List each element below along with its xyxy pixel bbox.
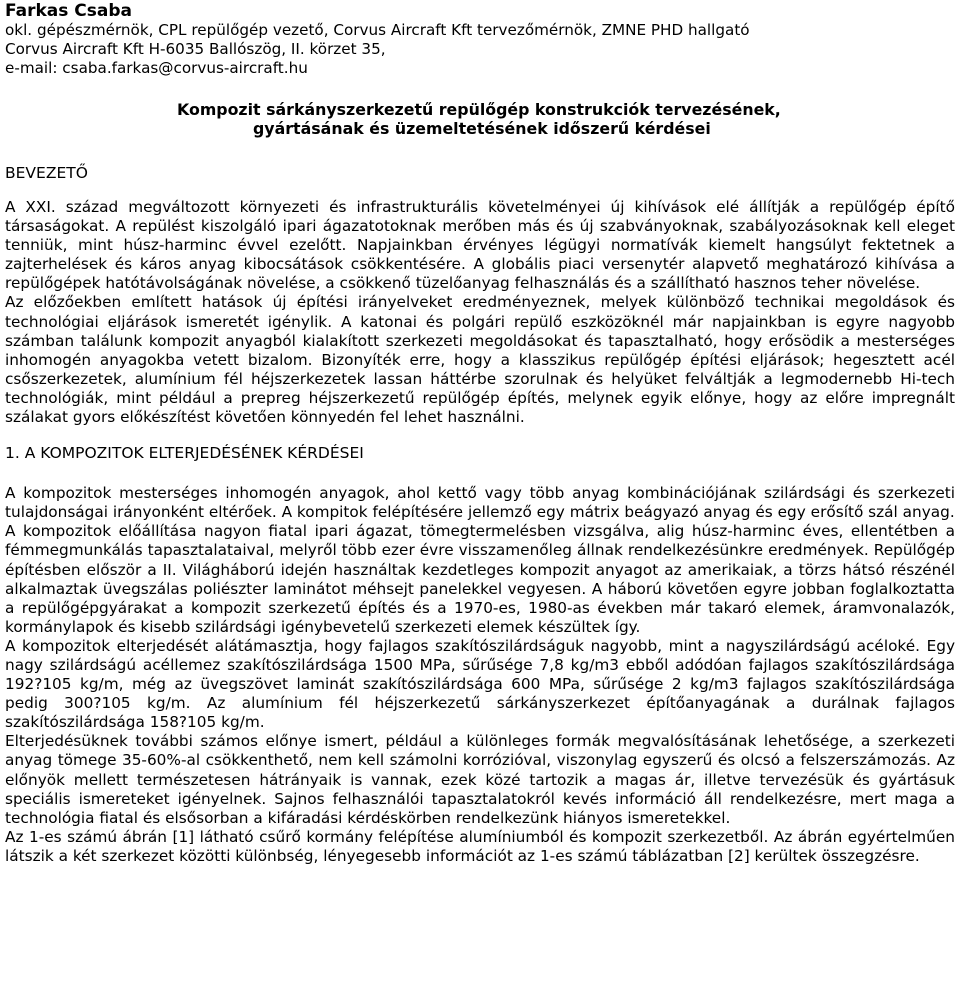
intro-heading: BEVEZETŐ: [5, 164, 88, 182]
author-name: Farkas Csaba: [5, 1, 132, 21]
section-1-paragraph-1: A kompozitok mesterséges inhomogén anyagok, ahol kettő vagy több anyag kombinációjának szilárdsági és szerkezeti tulajdonságai irányonként eltérőek. A kompitok felépítésére jellemző egy mátrix beágyazó anyag és egy erősítő szál anyag.: [5, 484, 955, 522]
section-1-body: [5, 484, 955, 866]
intro-paragraph-1: A XXI. század megváltozott környezeti és infrastrukturális követelményei új kihívások elé állítják a repülőgép építő társaságokat. A repülést kiszolgáló ipari ágazatotoknak merőben más és új szabványoknak, szabályozásoknak kell eleget tenniük, mint húsz-harminc évvel ezelőtt. Napjainkban érvényes légügyi normatívák kiemelt hangsúlyt fektetnek a zajterhelések és káros anyag kibocsátások csökkentésére. A globális piaci versenytér alapvető meghatározó kihívása a repülőgépek hatótávolságának növelése, a csökkenő tüzelőanyag felhasználás és a szállítható hasznos teher növelése.: [5, 198, 955, 293]
section-1-paragraph-4: Elterjedésüknek további számos előnye ismert, például a különleges formák megvalósításának lehetősége, a szerkezeti anyag tömege 35-60%-al csökkenthető, nem kell számolni korrózióval, viszonylag egyszerű és olcsó a felszerszámozás. Az előnyök mellett természetesen hátrányaik is vannak, ezek közé tartozik a magas ár, illetve tervezésük és gyártásuk speciális ismereteket igényelnek. Sajnos felhasználói tapasztalatokról kevés információ áll rendelkezésre, mert maga a technológia fiatal és elsősorban a kifáradási kérdéskörben rendelkezünk hiányos ismeretekkel.: [5, 732, 955, 827]
section-1-paragraph-5: Az 1-es számú ábrán [1] látható csűrő kormány felépítése alumíniumból és kompozit szerkezetből. Az ábrán egyértelműen látszik a két szerkezet közötti különbség, lényegesebb információt az 1-es számú táblázatban [2] kerültek összegzésre.: [5, 827, 955, 865]
author-address: Corvus Aircraft Kft H-6035 Ballószög, II. körzet 35,: [5, 40, 386, 58]
intro-body: [5, 198, 955, 427]
author-email: e-mail: csaba.farkas@corvus-aircraft.hu: [5, 59, 308, 77]
section-1-heading: 1. A KOMPOZITOK ELTERJEDÉSÉNEK KÉRDÉSEI: [5, 444, 364, 463]
intro-paragraph-2: Az előzőekben említett hatások új építési irányelveket eredményeznek, melyek különböző technikai megoldások és technológiai eljárások ismeretét igénylik. A katonai és polgári repülő eszközöknél már napjainkban is egyre nagyobb számban találunk kompozit anyagból kialakított szerkezeti megoldásokat és tapasztalható, hogy erősödik a mesterséges inhomogén anyagokba vetett bizalom. Bizonyíték erre, hogy a klasszikus repülőgép építési eljárások; hegesztett acél csőszerkezetek, alumínium fél héjszerkezetek lassan háttérbe szorulnak és helyüket felváltják a legmodernebb Hi-tech technológiák, mint például a prepreg héjszerkezetű repülőgép építés, melynek egyik előnye, hogy az előre impregnált szálakat gyors előkészítést követően könnyedén fel lehet használni.: [5, 293, 955, 427]
section-1-paragraph-3: A kompozitok elterjedését alátámasztja, hogy fajlagos szakítószilárdságuk nagyobb, mint a nagyszilárdságú acéloké. Egy nagy szilárdságú acéllemez szakítószilárdsága 1500 MPa, sűrűsége 7,8 kg/m3 ebből adódóan fajlagos szakítószilárdsága 192?105 kg/m, még az üvegszövet laminát szakítószilárdsága 600 MPa, sűrűsége 2 kg/m3 fajlagos szakítószilárdsága pedig 300?105 kg/m. Az alumínium fél héjszerkezetű sárkányszerkezet építőanyagának a durálnak fajlagos szakítószilárdsága 158?105 kg/m.: [5, 636, 955, 732]
section-1-paragraph-2: A kompozitok előállítása nagyon fiatal ipari ágazat, tömegtermelésben vizsgálva, alig húsz-harminc éves, ellentétben a fémmegmunkálás tapasztalataival, melyről több ezer évre visszamenőleg állnak rendelkezésünkre eredmények. Repülőgép építésben először a II. Világháború idején használtak kezdetleges kompozit anyagot az amerikaiak, a törzs hátsó részénél alkalmaztak üvegszálas poliészter laminátot méhsejt panelekkel vegyesen. A háború követően egyre jobban foglalkoztatta a repülőgépgyárakat a kompozit szerkezetű építés és a 1970-es, 1980-as években már takaró elemek, áramvonalazók, kormánylapok és kisebb szilárdsági igénybevetelű szerkezeti elemek készültek így.: [5, 522, 955, 636]
title-line-1: Kompozit sárkányszerkezetű repülőgép konstrukciók tervezésének,: [177, 100, 781, 119]
paper-title: [5, 100, 955, 138]
author-block: [5, 0, 955, 78]
title-line-2: gyártásának és üzemeltetésének időszerű kérdései: [253, 119, 711, 138]
author-affiliation: okl. gépészmérnök, CPL repülőgép vezető, Corvus Aircraft Kft tervezőmérnök, ZMNE PHD hallgató: [5, 21, 750, 39]
